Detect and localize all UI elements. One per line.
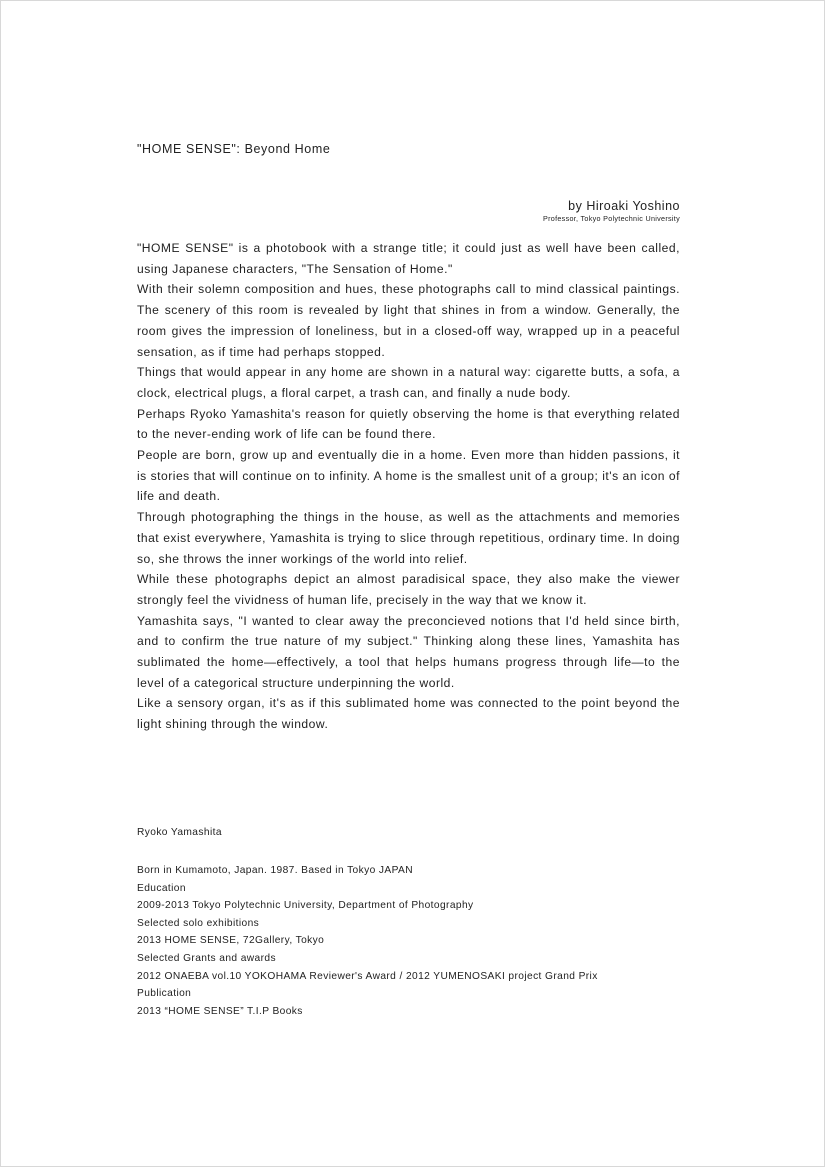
essay-paragraph: While these photographs depict an almost paradisical space, they also make the viewer strongly feel the vividness of human life, precisely in the way that we know it.: [137, 572, 680, 607]
author-affiliation: Professor, Tokyo Polytechnic University: [543, 214, 680, 223]
essay-paragraph: With their solemn composition and hues, these photographs call to mind classical paintings. The scenery of this room is revealed by light that shines in from a window. Generally, the room gives the impression of loneliness, but in a closed-off way, wrapped up in a peaceful sensation, as if time had perhaps stopped.: [137, 282, 680, 359]
author-byline: by Hiroaki Yoshino: [568, 199, 680, 213]
bio-details: [137, 862, 598, 1020]
bio-line: Selected Grants and awards: [137, 952, 276, 964]
bio-line: 2013 HOME SENSE, 72Gallery, Tokyo: [137, 935, 325, 947]
essay-paragraph: Yamashita says, "I wanted to clear away the preconcieved notions that I'd held since birth, and to confirm the true nature of my subject." Thinking along these lines, Yamashita has sublimated the home—effectively, a tool that helps humans progress through life—to the level of a categorical structure underpinning the world.: [137, 613, 680, 690]
article-title: "HOME SENSE": Beyond Home: [137, 142, 331, 156]
essay-paragraph: Through photographing the things in the house, as well as the attachments and memories that exist everywhere, Yamashita is trying to slice through repetitious, ordinary time. In doing so, she throws the inner workings of the world into relief.: [137, 510, 680, 566]
bio-line: Publication: [137, 988, 192, 1000]
bio-line: 2009-2013 Tokyo Polytechnic University, Department of Photography: [137, 900, 474, 912]
essay-paragraph: Perhaps Ryoko Yamashita's reason for quietly observing the home is that everything related to the never-ending work of life can be found there.: [137, 406, 680, 442]
bio-line: Education: [137, 882, 186, 894]
bio-line: 2012 ONAEBA vol.10 YOKOHAMA Reviewer's Award / 2012 YUMENOSAKI project Grand Prix: [137, 970, 598, 982]
bio-line: Born in Kumamoto, Japan. 1987. Based in Tokyo JAPAN: [137, 865, 413, 876]
essay-body: [137, 238, 680, 735]
bio-name: Ryoko Yamashita: [137, 827, 222, 838]
essay-paragraph: Things that would appear in any home are shown in a natural way: cigarette butts, a sofa, a clock, electrical plugs, a floral carpet, a trash can, and finally a nude body.: [137, 365, 680, 400]
bio-line: Selected solo exhibitions: [137, 917, 260, 929]
essay-paragraph: "HOME SENSE" is a photobook with a strange title; it could just as well have been called, using Japanese characters, "The Sensation of Home.": [137, 241, 680, 276]
bio-line: 2013 “HOME SENSE” T.I.P Books: [137, 1005, 303, 1017]
essay-paragraph: Like a sensory organ, it's as if this sublimated home was connected to the point beyond the light shining through the window.: [137, 696, 680, 732]
essay-paragraph: People are born, grow up and eventually die in a home. Even more than hidden passions, it is stories that will continue on to infinity. A home is the smallest unit of a group; it's an icon of life and death.: [137, 448, 680, 504]
